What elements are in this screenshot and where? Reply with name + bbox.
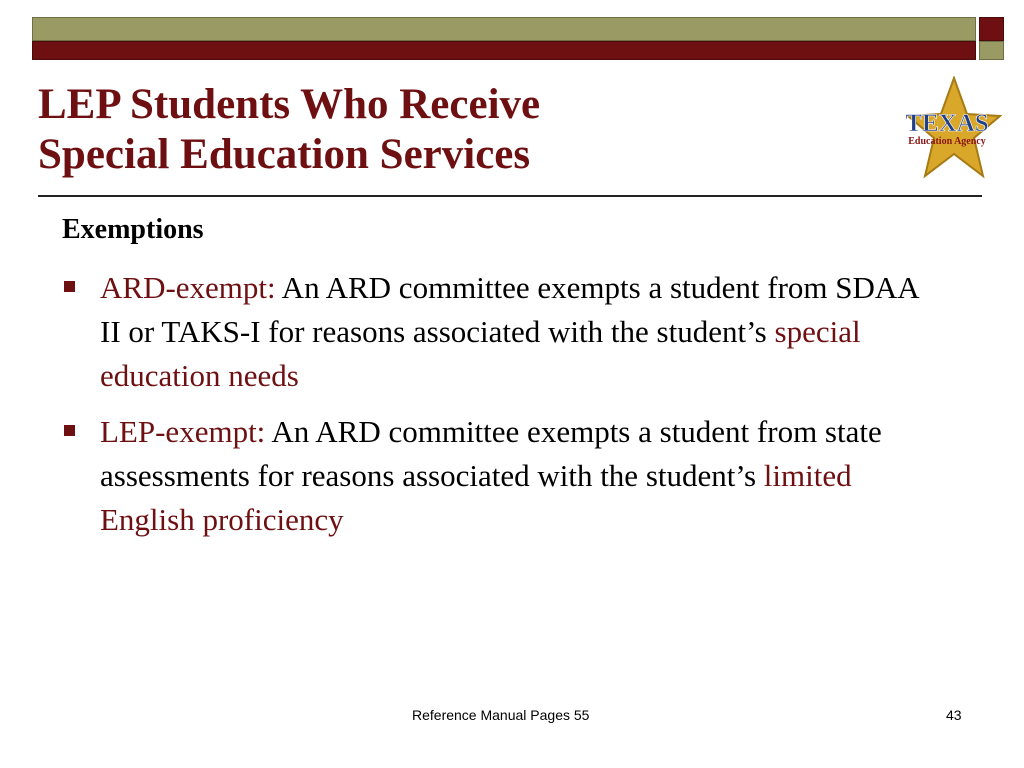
bullet-term: LEP-exempt: (100, 414, 266, 449)
square-bullet-icon (64, 281, 75, 292)
bullet-text: An ARD committee exempts a student from SDAA II or TAKS-I for reasons associated with the student’s (100, 270, 918, 349)
page-number: 43 (946, 707, 962, 723)
slide-title-line-2: Special Education Services (38, 131, 531, 178)
header-square-olive (979, 41, 1004, 60)
bullet-lep-exempt (62, 410, 922, 542)
texas-education-agency-logo (892, 76, 1002, 186)
logo-tagline: Education Agency (908, 136, 986, 147)
bullet-term: ARD-exempt: (100, 270, 276, 305)
square-bullet-icon (64, 425, 75, 436)
title-divider (38, 195, 982, 197)
star-icon (892, 76, 1002, 186)
bullet-highlight: special education needs (100, 314, 861, 393)
logo-word: TEXAS (905, 110, 989, 137)
header-square-red (979, 17, 1004, 41)
slide-title (38, 80, 540, 180)
slide-title-line-1: LEP Students Who Receive (38, 81, 541, 128)
bullet-ard-exempt (62, 266, 922, 398)
header-bar-olive (32, 17, 976, 41)
bullet-text: An ARD committee exempts a student from state assessments for reasons associated with the student’s (100, 414, 882, 493)
bullet-highlight: limited English proficiency (100, 458, 852, 537)
header-bar-red (32, 41, 976, 60)
section-heading: Exemptions (62, 214, 204, 245)
footer-reference: Reference Manual Pages 55 (412, 707, 590, 723)
bullet-list (62, 266, 922, 554)
